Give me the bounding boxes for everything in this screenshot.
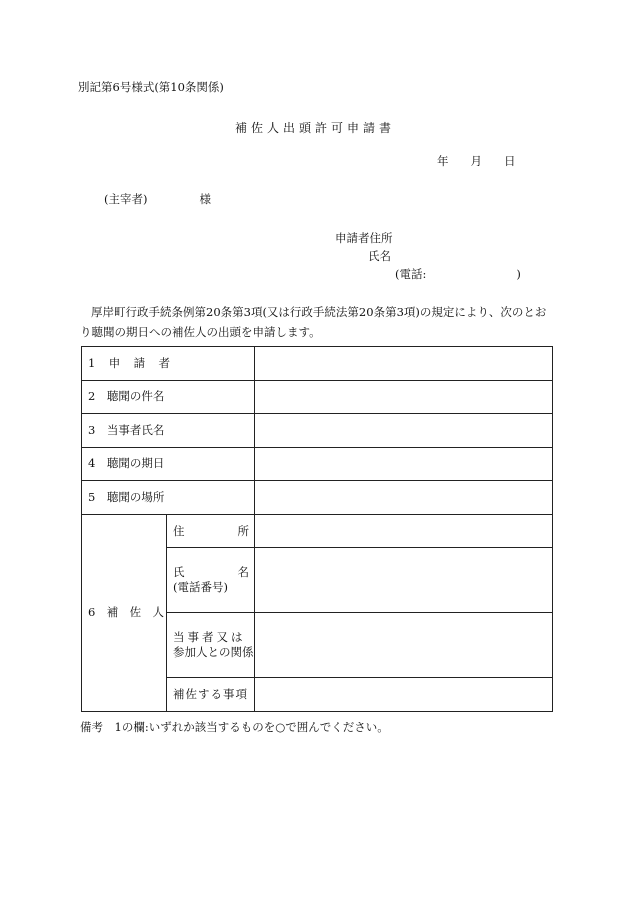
applicant-phone-line <box>395 269 521 281</box>
table-row-applicant <box>82 347 553 381</box>
label-char: 申 <box>108 355 121 370</box>
sub-label-phone-note: (電話番号) <box>173 580 228 595</box>
row-label-text: 聴聞の期日 <box>106 456 165 471</box>
sub-label-name <box>167 548 255 613</box>
row-label-text: 聴聞の件名 <box>106 389 165 404</box>
date-month-label: 月 <box>470 154 482 168</box>
row-number: 4 <box>88 456 96 471</box>
row-number: 6 <box>88 605 96 620</box>
label-char: 所 <box>237 523 249 538</box>
hearing-subject-value-cell[interactable] <box>255 380 553 414</box>
sub-label-relation-line2: 参加人との関係 <box>173 645 254 660</box>
table-row-assistant-address <box>82 514 553 548</box>
applicant-address-label: 申請者住所 <box>335 231 393 245</box>
row-number: 2 <box>88 389 96 404</box>
label-char: 請 <box>133 355 146 370</box>
date-year-label: 年 <box>437 154 449 168</box>
applicant-value-cell[interactable] <box>255 347 553 381</box>
row-label-assistant <box>82 514 167 711</box>
assistant-relation-value-cell[interactable] <box>255 613 553 678</box>
label-char: 補 <box>106 605 119 620</box>
row-label-text: 当事者氏名 <box>106 422 165 437</box>
label-char: 人 <box>152 605 164 620</box>
row-number: 5 <box>88 490 96 505</box>
application-body-text: 厚岸町行政手続条例第20条第3項(又は行政手続法第20条第3項)の規定により、次のとおり聴聞の期日への補佐人の出頭を申請します。 <box>80 305 547 339</box>
assistant-name-value-cell[interactable] <box>255 548 553 613</box>
party-name-value-cell[interactable] <box>255 414 553 448</box>
table-row-hearing-subject <box>82 380 553 414</box>
addressee-line <box>104 194 211 206</box>
table-row-hearing-place <box>82 481 553 515</box>
remarks-note: 備考 1の欄:いずれか該当するものを○で囲んでください。 <box>80 720 389 734</box>
row-number: 3 <box>88 422 96 437</box>
label-char: 者 <box>158 355 170 370</box>
table-row-party-name <box>82 414 553 448</box>
row-label-applicant <box>82 347 255 381</box>
applicant-phone-open: (電話: <box>395 267 427 281</box>
sub-label-matter <box>167 678 255 712</box>
assistant-matter-value-cell[interactable] <box>255 678 553 712</box>
applicant-name-label: 氏名 <box>368 249 391 263</box>
row-label-text: 聴聞の場所 <box>106 490 165 505</box>
date-line <box>437 156 516 168</box>
label-char: 住 <box>173 523 185 538</box>
sub-label-address <box>167 514 255 548</box>
label-char: 氏 <box>173 565 185 580</box>
addressee-honorific: 様 <box>199 192 211 206</box>
row-label-party-name <box>82 414 255 448</box>
sub-label-relation-line1: 当事者又は <box>173 630 246 645</box>
date-day-label: 日 <box>504 154 516 168</box>
row-label-hearing-subject <box>82 380 255 414</box>
document-title: 補佐人出頭許可申請書 <box>234 121 395 135</box>
hearing-date-value-cell[interactable] <box>255 447 553 481</box>
form-number: 別記第6号様式(第10条関係) <box>78 80 224 94</box>
hearing-place-value-cell[interactable] <box>255 481 553 515</box>
application-form-table <box>81 346 553 712</box>
sub-label-relation <box>167 613 255 678</box>
sub-label-matter-text: 補佐する事項 <box>173 687 248 702</box>
table-row-hearing-date <box>82 447 553 481</box>
label-char: 名 <box>237 565 249 580</box>
assistant-address-value-cell[interactable] <box>255 514 553 548</box>
row-label-hearing-place <box>82 481 255 515</box>
label-char: 佐 <box>129 605 142 620</box>
row-label-hearing-date <box>82 447 255 481</box>
row-number: 1 <box>88 355 96 370</box>
addressee-label: (主宰者) <box>104 192 148 206</box>
applicant-phone-close: ) <box>516 267 521 281</box>
